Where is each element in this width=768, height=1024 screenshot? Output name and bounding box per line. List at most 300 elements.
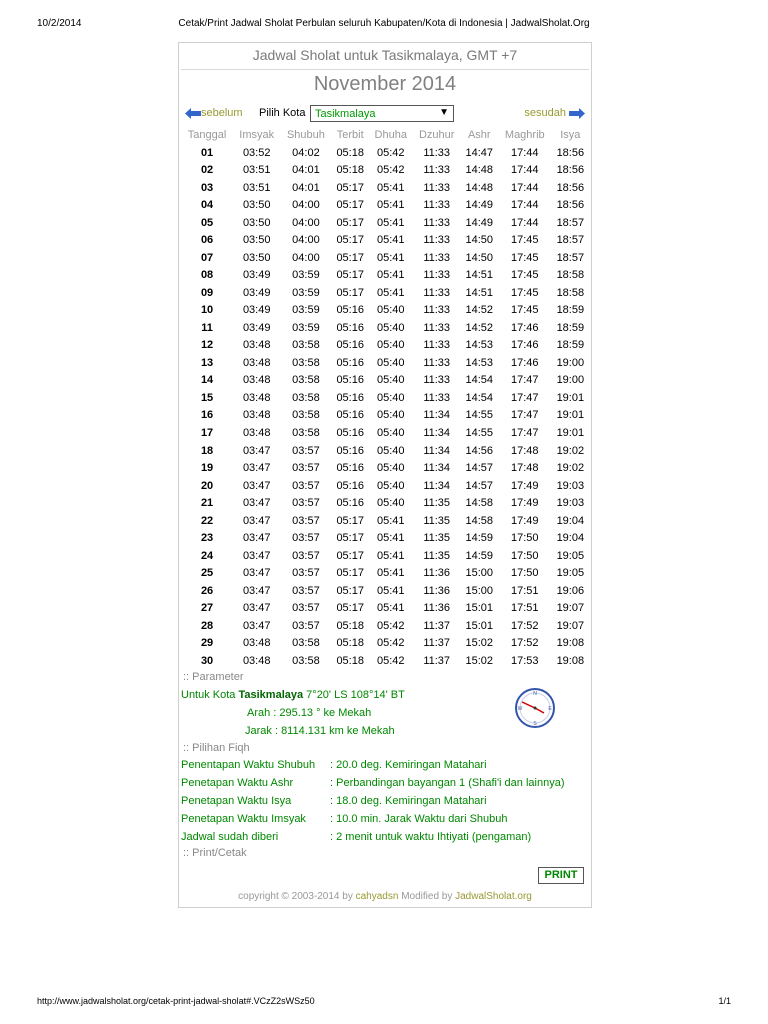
prev-month-link[interactable]: [185, 107, 243, 119]
fiqh-option-value: : 2 menit untuk waktu Ihtiyati (pengaman): [330, 831, 532, 843]
time-cell: 04:01: [292, 164, 320, 177]
time-cell: 03:57: [292, 462, 320, 475]
time-cell: 11:33: [423, 234, 451, 247]
table-row: [181, 372, 589, 390]
time-cell: 03:57: [292, 444, 320, 457]
time-cell: 05:17: [336, 234, 364, 247]
time-cell: 03:57: [292, 619, 320, 632]
time-cell: 05:41: [376, 216, 405, 229]
time-cell: 03:58: [292, 654, 320, 667]
time-cell: 14:58: [465, 497, 494, 510]
table-row: [181, 599, 589, 617]
city-select-label: Pilih Kota: [259, 107, 306, 119]
time-cell: 14:56: [465, 444, 494, 457]
time-cell: 05:40: [376, 427, 405, 439]
compass-west-letter: W: [517, 706, 523, 712]
time-cell: 11:33: [423, 199, 451, 212]
table-header-row: [181, 126, 589, 144]
table-row: [181, 389, 589, 407]
time-cell: 19:00: [556, 374, 585, 387]
table-row: [181, 162, 589, 180]
print-url: http://www.jadwalsholat.org/cetak-print-jadwal-sholat#.VCzZ2sWSz50: [37, 996, 315, 1006]
time-cell: 03:47: [242, 497, 271, 510]
time-cell: 18:56: [556, 199, 585, 212]
time-cell: 11:36: [423, 567, 451, 580]
time-cell: 05:17: [336, 216, 364, 229]
time-cell: 05:40: [376, 479, 405, 492]
column-header: Terbit: [336, 129, 364, 141]
time-cell: 14:51: [465, 269, 494, 282]
print-page-number: 1/1: [718, 996, 731, 1006]
time-cell: 11:33: [423, 321, 451, 334]
time-cell: 05:40: [376, 409, 405, 422]
column-header: Tanggal: [187, 129, 227, 141]
day-cell: 29: [200, 637, 214, 650]
table-row: [181, 319, 589, 337]
table-row: [181, 459, 589, 477]
time-cell: 03:50: [242, 216, 271, 229]
time-cell: 05:17: [336, 602, 364, 615]
time-cell: 05:41: [376, 549, 405, 562]
time-cell: 03:50: [242, 199, 271, 212]
day-cell: 09: [200, 286, 214, 299]
table-row: [181, 634, 589, 652]
time-cell: 19:03: [556, 497, 585, 510]
time-cell: 03:58: [292, 637, 320, 650]
time-cell: 17:44: [511, 146, 539, 159]
day-cell: 02: [200, 164, 214, 177]
time-cell: 03:48: [242, 654, 271, 667]
time-cell: 03:47: [242, 514, 271, 527]
time-cell: 17:44: [511, 181, 539, 194]
time-cell: 18:59: [556, 339, 585, 352]
time-cell: 14:59: [465, 532, 494, 545]
time-cell: 03:49: [242, 304, 271, 317]
time-cell: 14:55: [465, 409, 494, 422]
time-cell: 17:49: [511, 514, 539, 527]
day-cell: 07: [200, 251, 214, 264]
copyright-prefix: copyright © 2003-2014 by: [238, 891, 353, 902]
time-cell: 18:57: [556, 234, 585, 247]
time-cell: 11:33: [423, 391, 451, 404]
time-cell: 05:42: [376, 619, 405, 632]
time-cell: 14:50: [465, 251, 494, 264]
time-cell: 17:45: [511, 234, 539, 247]
time-cell: 17:48: [511, 444, 539, 457]
time-cell: 05:17: [336, 514, 364, 527]
time-cell: 15:02: [465, 637, 494, 650]
time-cell: 05:42: [376, 164, 405, 177]
time-cell: 11:33: [423, 269, 451, 282]
fiqh-option-label: Jadwal sudah diberi: [181, 831, 279, 843]
time-cell: 18:56: [556, 146, 585, 159]
day-cell: 27: [200, 602, 214, 615]
day-cell: 30: [200, 654, 214, 667]
time-cell: 11:35: [423, 549, 451, 562]
time-cell: 05:41: [376, 286, 405, 299]
table-row: [181, 407, 589, 425]
fiqh-option-value: : 18.0 deg. Kemiringan Matahari: [330, 795, 487, 807]
city-coordinates: [181, 689, 405, 701]
time-cell: 19:08: [556, 654, 585, 667]
time-cell: 05:41: [376, 567, 405, 580]
time-cell: 03:47: [242, 479, 271, 492]
time-cell: 05:18: [336, 164, 364, 177]
time-cell: 11:33: [423, 216, 451, 229]
time-cell: 17:45: [511, 251, 539, 264]
time-cell: 03:57: [292, 514, 320, 527]
time-cell: 03:58: [292, 427, 320, 439]
time-cell: 03:47: [242, 584, 271, 597]
time-cell: 03:59: [292, 304, 320, 317]
time-cell: 05:41: [376, 584, 405, 597]
time-cell: 11:33: [423, 181, 451, 194]
fiqh-option-value: : Perbandingan bayangan 1 (Shafi'i dan lainnya): [330, 777, 565, 789]
time-cell: 17:50: [511, 532, 539, 545]
time-cell: 11:33: [423, 251, 451, 264]
table-row: [181, 652, 589, 670]
time-cell: 11:33: [423, 339, 451, 352]
table-row: [181, 284, 589, 302]
time-cell: 03:47: [242, 444, 271, 457]
time-cell: 17:46: [511, 339, 539, 352]
table-row: [181, 424, 589, 442]
time-cell: 11:36: [423, 584, 451, 597]
time-cell: 17:46: [511, 356, 539, 369]
time-cell: 05:41: [376, 532, 405, 545]
table-row: [181, 477, 589, 495]
time-cell: 15:01: [465, 619, 494, 632]
fiqh-option-label: Penetapan Waktu Isya: [181, 795, 292, 807]
day-cell: 10: [200, 304, 214, 317]
time-cell: 03:57: [292, 549, 320, 562]
time-cell: 03:57: [292, 532, 320, 545]
time-cell: 03:59: [292, 269, 320, 282]
time-cell: 17:44: [511, 164, 539, 177]
time-cell: 03:58: [292, 339, 320, 352]
table-row: [181, 337, 589, 355]
time-cell: 05:41: [376, 234, 405, 247]
time-cell: 19:08: [556, 637, 585, 650]
month-nav: [179, 105, 591, 125]
time-cell: 11:36: [423, 602, 451, 615]
table-row: [181, 354, 589, 372]
day-cell: 13: [200, 356, 214, 369]
time-cell: 03:57: [292, 479, 320, 492]
time-cell: 04:00: [292, 199, 320, 212]
day-cell: 08: [200, 269, 214, 282]
table-row: [181, 232, 589, 250]
time-cell: 05:40: [376, 339, 405, 352]
time-cell: 14:47: [465, 146, 494, 159]
fiqh-option-value: : 20.0 deg. Kemiringan Matahari: [330, 759, 487, 771]
fiqh-option-label: Penetapan Waktu Ashr: [181, 777, 294, 789]
mecca-distance: Jarak : 8114.131 km ke Mekah: [245, 725, 395, 737]
time-cell: 14:58: [465, 514, 494, 527]
time-cell: 05:16: [336, 479, 364, 492]
print-button[interactable]: PRINT: [538, 867, 584, 884]
table-row: [181, 267, 589, 285]
table-row: [181, 302, 589, 320]
time-cell: 05:16: [336, 304, 364, 317]
time-cell: 05:40: [376, 391, 405, 404]
time-cell: 19:00: [556, 356, 585, 369]
time-cell: 03:57: [292, 602, 320, 615]
day-cell: 18: [200, 444, 214, 457]
time-cell: 03:57: [292, 497, 320, 510]
time-cell: 14:54: [465, 391, 494, 404]
time-cell: 05:16: [336, 391, 364, 404]
table-row: [181, 249, 589, 267]
time-cell: 14:54: [465, 374, 494, 387]
time-cell: 19:01: [556, 391, 585, 404]
table-row: [181, 582, 589, 600]
time-cell: 05:16: [336, 374, 364, 387]
dropdown-caret-icon: ▼: [439, 107, 449, 118]
time-cell: 18:58: [556, 269, 585, 282]
table-row: [181, 179, 589, 197]
qibla-compass-icon: [514, 687, 556, 729]
time-cell: 11:34: [423, 479, 451, 492]
time-cell: 03:58: [292, 391, 320, 404]
time-cell: 18:57: [556, 216, 585, 229]
city-select[interactable]: [310, 105, 454, 122]
table-row: [181, 214, 589, 232]
time-cell: 03:47: [242, 619, 271, 632]
time-cell: 05:40: [376, 356, 405, 369]
time-cell: 19:01: [556, 427, 585, 439]
time-cell: 03:50: [242, 251, 271, 264]
copyright-line: [179, 891, 591, 902]
time-cell: 03:59: [292, 286, 320, 299]
next-month-link[interactable]: [524, 107, 585, 119]
untuk-kota-label: Untuk Kota: [181, 689, 236, 701]
day-cell: 11: [201, 321, 213, 334]
time-cell: 03:49: [242, 321, 271, 334]
time-cell: 05:40: [376, 374, 405, 387]
time-cell: 05:17: [336, 269, 364, 282]
day-cell: 14: [200, 374, 214, 387]
time-cell: 17:47: [511, 374, 539, 387]
time-cell: 05:17: [336, 181, 364, 194]
time-cell: 17:47: [511, 427, 539, 439]
table-row: [181, 617, 589, 635]
next-month-label: sesudah: [524, 107, 566, 119]
time-cell: 19:04: [556, 532, 585, 545]
time-cell: 11:33: [423, 304, 451, 317]
time-cell: 05:17: [336, 567, 364, 580]
print-section-heading: :: Print/Cetak: [183, 847, 247, 859]
time-cell: 14:49: [465, 216, 494, 229]
time-cell: 14:53: [465, 339, 494, 352]
author-link[interactable]: cahyadsn: [355, 891, 399, 902]
time-cell: 03:48: [242, 409, 271, 422]
column-header: Shubuh: [286, 129, 325, 141]
time-cell: 03:51: [242, 164, 271, 177]
time-cell: 05:41: [376, 251, 405, 264]
time-cell: 05:17: [336, 199, 364, 212]
time-cell: 03:58: [292, 409, 320, 422]
time-cell: 14:48: [465, 164, 494, 177]
time-cell: 05:16: [336, 444, 364, 457]
time-cell: 05:16: [336, 339, 364, 352]
time-cell: 11:33: [423, 146, 451, 159]
time-cell: 11:35: [423, 497, 451, 510]
time-cell: 14:49: [465, 199, 494, 212]
time-cell: 05:16: [336, 409, 364, 422]
table-row: [181, 564, 589, 582]
time-cell: 03:49: [242, 286, 271, 299]
time-cell: 05:18: [336, 654, 364, 667]
time-cell: 14:52: [465, 304, 494, 317]
time-cell: 03:59: [292, 321, 320, 334]
copyright-middle: Modified by: [401, 891, 453, 902]
column-header: Maghrib: [504, 129, 545, 141]
time-cell: 05:40: [376, 304, 405, 317]
day-cell: 01: [200, 146, 214, 159]
day-cell: 15: [200, 391, 214, 404]
arrow-right-icon: [569, 108, 585, 119]
title-divider: [181, 69, 589, 70]
time-cell: 17:50: [511, 567, 539, 580]
time-cell: 03:50: [242, 234, 271, 247]
day-cell: 28: [200, 619, 214, 632]
time-cell: 03:47: [242, 549, 271, 562]
qibla-direction: Arah : 295.13 ° ke Mekah: [247, 707, 372, 719]
time-cell: 05:16: [336, 462, 364, 475]
time-cell: 11:35: [423, 514, 451, 527]
compass-south-letter: S: [533, 721, 537, 727]
time-cell: 18:56: [556, 181, 585, 194]
time-cell: 19:03: [556, 479, 585, 492]
time-cell: 03:47: [242, 567, 271, 580]
day-cell: 24: [200, 549, 214, 562]
time-cell: 05:42: [376, 654, 405, 667]
fiqh-option-label: Penetapan Waktu Imsyak: [181, 813, 306, 825]
day-cell: 06: [200, 234, 214, 247]
prev-month-label: sebelum: [201, 107, 243, 119]
column-header: Dzuhur: [418, 129, 455, 141]
time-cell: 17:47: [511, 409, 539, 422]
column-header: Ashr: [467, 129, 491, 141]
time-cell: 14:51: [465, 286, 494, 299]
time-cell: 05:40: [376, 444, 405, 457]
day-cell: 12: [200, 339, 214, 352]
time-cell: 11:33: [423, 356, 451, 369]
time-cell: 05:41: [376, 181, 405, 194]
time-cell: 04:00: [292, 234, 320, 247]
time-cell: 17:44: [511, 199, 539, 212]
time-cell: 11:34: [423, 427, 451, 439]
time-cell: 18:56: [556, 164, 585, 177]
day-cell: 23: [200, 532, 214, 545]
time-cell: 05:40: [376, 462, 405, 475]
time-cell: 14:57: [465, 479, 494, 492]
time-cell: 14:53: [465, 356, 494, 369]
time-cell: 11:37: [423, 637, 451, 650]
table-row: [181, 512, 589, 530]
print-page-title: Cetak/Print Jadwal Sholat Perbulan seluruh Kabupaten/Kota di Indonesia | JadwalSholat.Org: [178, 18, 590, 29]
time-cell: 14:48: [465, 181, 494, 194]
time-cell: 17:50: [511, 549, 539, 562]
time-cell: 03:58: [292, 356, 320, 369]
coords-value: 7°20' LS 108°14' BT: [306, 689, 405, 701]
time-cell: 17:45: [511, 286, 539, 299]
time-cell: 18:57: [556, 251, 585, 264]
time-cell: 17:48: [511, 462, 539, 475]
time-cell: 03:48: [242, 637, 271, 650]
time-cell: 17:44: [511, 216, 539, 229]
parameter-heading: :: Parameter: [183, 671, 244, 683]
time-cell: 19:04: [556, 514, 585, 527]
time-cell: 05:16: [336, 427, 364, 439]
time-cell: 19:07: [556, 619, 585, 632]
day-cell: 26: [200, 584, 214, 597]
time-cell: 15:00: [465, 584, 494, 597]
time-cell: 18:59: [556, 321, 585, 334]
time-cell: 03:48: [242, 427, 271, 439]
time-cell: 03:48: [242, 391, 271, 404]
day-cell: 22: [200, 514, 214, 527]
time-cell: 11:34: [423, 409, 451, 422]
time-cell: 03:52: [242, 146, 271, 159]
time-cell: 14:55: [465, 427, 494, 439]
time-cell: 03:47: [242, 602, 271, 615]
time-cell: 17:51: [511, 602, 539, 615]
day-cell: 05: [200, 216, 214, 229]
compass-east-letter: E: [548, 706, 552, 712]
time-cell: 11:33: [423, 374, 451, 387]
day-cell: 16: [200, 409, 214, 422]
table-row: [181, 442, 589, 460]
site-link[interactable]: JadwalSholat.org: [455, 891, 532, 902]
day-cell: 17: [200, 427, 214, 439]
print-date: 10/2/2014: [37, 18, 82, 29]
compass-north-letter: N: [533, 691, 537, 697]
time-cell: 03:48: [242, 339, 271, 352]
arrow-left-icon: [185, 108, 201, 119]
table-row: [181, 144, 589, 162]
column-header: Isya: [560, 129, 581, 141]
time-cell: 04:00: [292, 251, 320, 264]
time-cell: 11:37: [423, 654, 451, 667]
prayer-schedule-table: [181, 126, 589, 669]
time-cell: 11:33: [423, 164, 451, 177]
time-cell: 19:05: [556, 567, 585, 580]
time-cell: 05:18: [336, 619, 364, 632]
time-cell: 05:17: [336, 286, 364, 299]
time-cell: 17:52: [511, 619, 539, 632]
time-cell: 19:07: [556, 602, 585, 615]
schedule-panel: [178, 42, 592, 908]
time-cell: 05:17: [336, 532, 364, 545]
time-cell: 05:17: [336, 584, 364, 597]
time-cell: 14:57: [465, 462, 494, 475]
time-cell: 11:37: [423, 619, 451, 632]
time-cell: 05:17: [336, 251, 364, 264]
table-row: [181, 547, 589, 565]
time-cell: 17:51: [511, 584, 539, 597]
day-cell: 21: [200, 497, 214, 510]
time-cell: 05:17: [336, 549, 364, 562]
schedule-title: Jadwal Sholat untuk Tasikmalaya, GMT +7: [252, 47, 518, 63]
time-cell: 17:45: [511, 304, 539, 317]
time-cell: 05:41: [376, 269, 405, 282]
time-cell: 05:16: [336, 321, 364, 334]
time-cell: 14:59: [465, 549, 494, 562]
time-cell: 11:34: [423, 462, 451, 475]
fiqh-option-value: : 10.0 min. Jarak Waktu dari Shubuh: [330, 813, 508, 825]
